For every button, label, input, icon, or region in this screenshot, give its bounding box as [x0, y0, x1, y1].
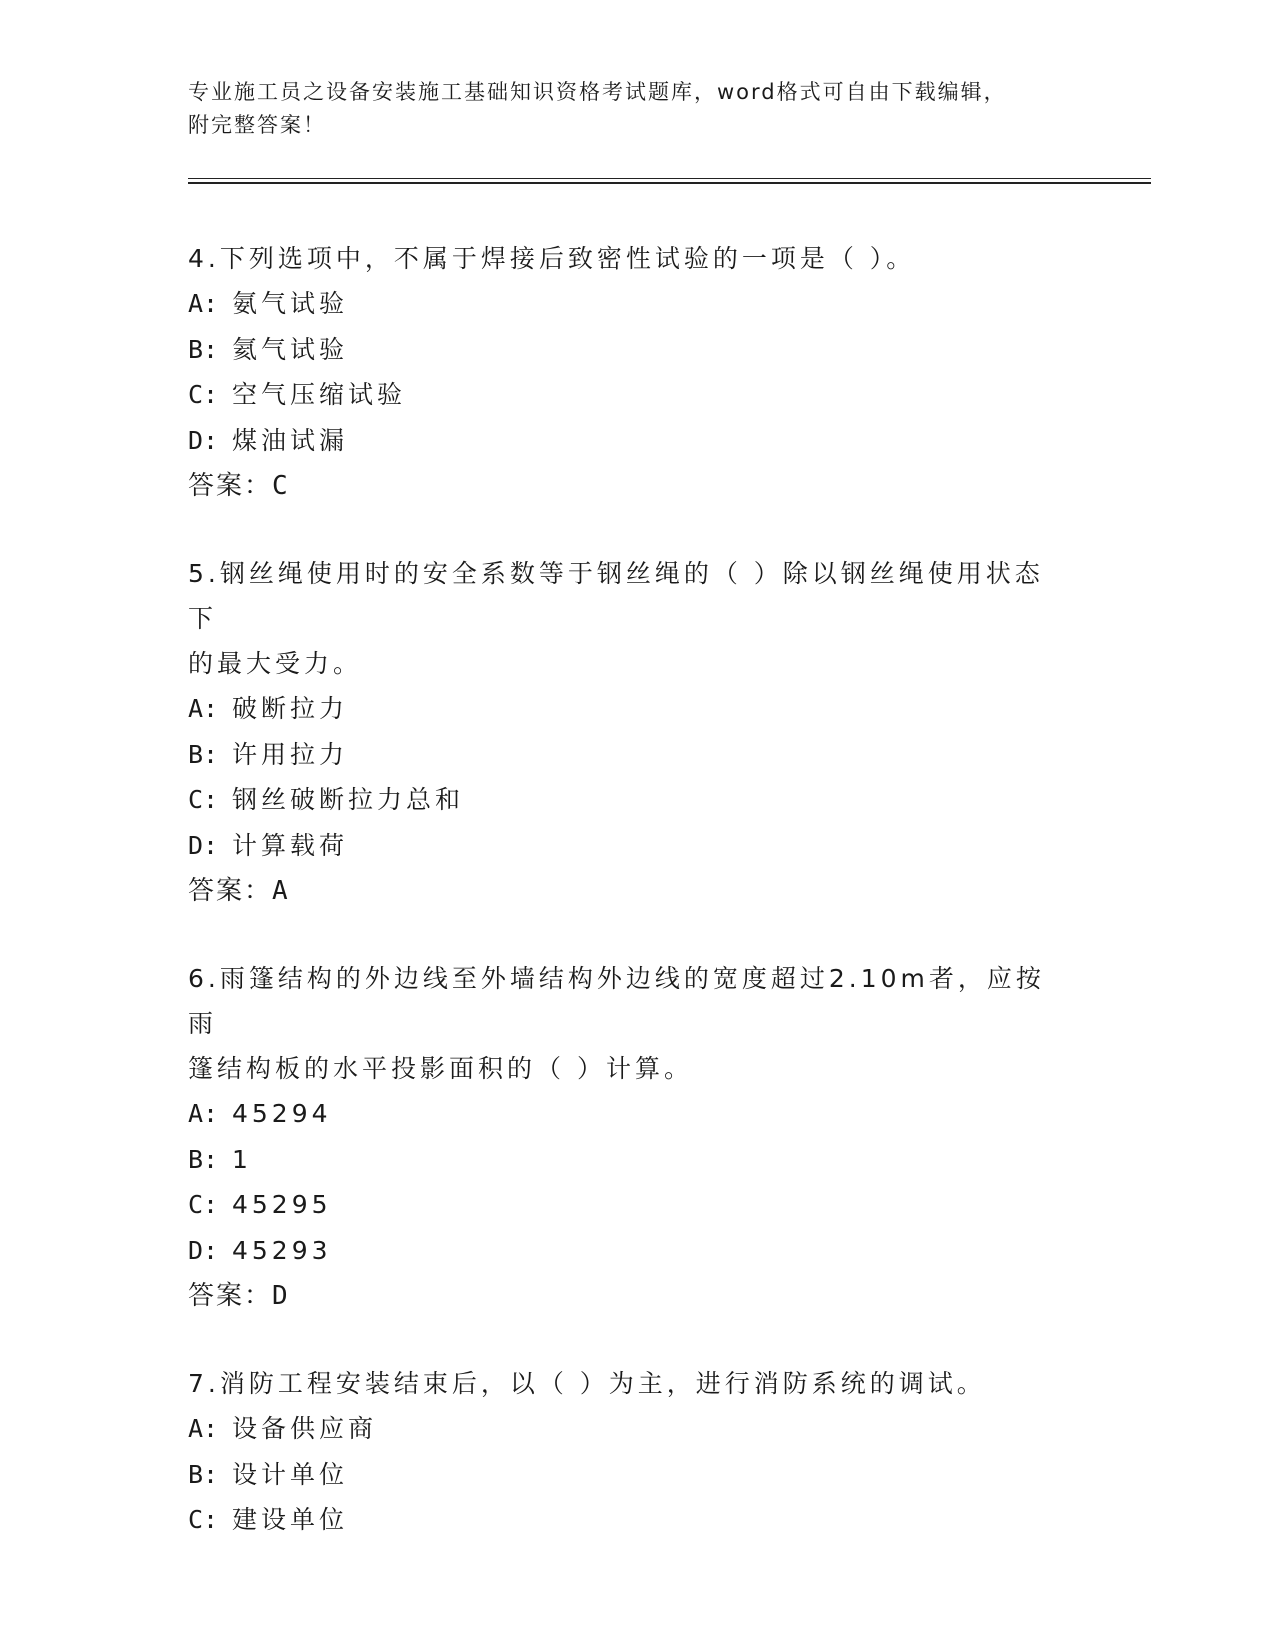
- answer-line: [188, 1273, 1068, 1319]
- option-a: [188, 1406, 1068, 1452]
- option-key: C:: [188, 785, 219, 814]
- option-text: 钢丝破断拉力总和: [232, 785, 465, 814]
- option-b: [188, 732, 1068, 778]
- option-key: B:: [188, 739, 219, 769]
- answer-label: 答案：: [188, 471, 273, 501]
- question-4: [188, 236, 1068, 509]
- answer-value: C: [272, 471, 288, 501]
- option-c: [188, 777, 1068, 823]
- option-key: C:: [188, 1190, 219, 1219]
- question-text-line: 下列选项中，不属于焊接后致密性试验的一项是（ ）。: [219, 244, 916, 273]
- question-text: [188, 1361, 1068, 1406]
- option-key: D:: [188, 830, 219, 860]
- option-text: 氨气试验: [232, 289, 349, 318]
- answer-line: [188, 463, 1068, 509]
- option-key: D:: [188, 425, 219, 455]
- option-c: [188, 1182, 1068, 1228]
- answer-value: A: [272, 876, 288, 906]
- question-number: 7.: [188, 1369, 220, 1398]
- question-text-line: 雨篷结构的外边线至外墙结构外边线的宽度超过2.10m者，应按雨: [188, 964, 1045, 1038]
- option-text: 计算载荷: [232, 830, 349, 860]
- option-b: [188, 1452, 1068, 1498]
- option-key: B:: [188, 1144, 219, 1174]
- option-b: [188, 327, 1068, 373]
- answer-value: D: [272, 1281, 288, 1311]
- option-a: [188, 1091, 1068, 1137]
- question-6: [188, 956, 1068, 1319]
- option-key: A:: [188, 1414, 219, 1443]
- option-key: A:: [188, 289, 219, 318]
- question-text-continued: 的最大受力。: [188, 649, 363, 678]
- document-header: [188, 76, 1068, 142]
- option-text: 建设单位: [232, 1505, 349, 1534]
- question-number: 6.: [188, 964, 220, 993]
- header-line-1: 专业施工员之设备安装施工基础知识资格考试题库，word格式可自由下载编辑，: [188, 80, 1007, 104]
- question-text-continued: 篷结构板的水平投影面积的（ ）计算。: [188, 1054, 693, 1083]
- question-number: 4.: [188, 244, 220, 273]
- question-5: [188, 551, 1068, 914]
- header-divider-thick: [188, 182, 1151, 184]
- question-number: 5.: [188, 559, 220, 588]
- option-text: 1: [232, 1144, 252, 1174]
- answer-label: 答案：: [188, 1281, 273, 1311]
- option-text: 氦气试验: [232, 334, 349, 364]
- question-text-line: 消防工程安装结束后，以（ ）为主，进行消防系统的调试。: [219, 1369, 986, 1398]
- option-text: 45295: [232, 1190, 332, 1219]
- question-text: [188, 236, 1068, 281]
- header-divider-thin: [188, 178, 1151, 179]
- option-d: [188, 418, 1068, 464]
- option-d: [188, 823, 1068, 869]
- option-key: C:: [188, 380, 219, 409]
- question-list: [188, 236, 1068, 1585]
- header-line-2: 附完整答案！: [188, 113, 326, 137]
- option-key: A:: [188, 694, 219, 723]
- question-text-line: 钢丝绳使用时的安全系数等于钢丝绳的（ ）除以钢丝绳使用状态下: [188, 559, 1044, 633]
- option-text: 煤油试漏: [232, 425, 349, 455]
- option-b: [188, 1137, 1068, 1183]
- option-key: B:: [188, 334, 219, 364]
- option-text: 45294: [232, 1099, 332, 1128]
- option-key: B:: [188, 1459, 219, 1489]
- option-key: A:: [188, 1099, 219, 1128]
- option-text: 设计单位: [232, 1459, 349, 1489]
- option-text: 45293: [232, 1235, 332, 1265]
- option-text: 许用拉力: [232, 739, 349, 769]
- option-c: [188, 372, 1068, 418]
- question-text: [188, 551, 1068, 641]
- question-7: [188, 1361, 1068, 1543]
- option-c: [188, 1497, 1068, 1543]
- option-text: 破断拉力: [232, 694, 349, 723]
- option-d: [188, 1228, 1068, 1274]
- answer-label: 答案：: [188, 876, 273, 906]
- option-a: [188, 686, 1068, 732]
- option-text: 设备供应商: [232, 1414, 378, 1443]
- option-key: D:: [188, 1235, 219, 1265]
- option-a: [188, 281, 1068, 327]
- answer-line: [188, 868, 1068, 914]
- option-text: 空气压缩试验: [232, 380, 407, 409]
- question-text: [188, 956, 1068, 1046]
- option-key: C:: [188, 1505, 219, 1534]
